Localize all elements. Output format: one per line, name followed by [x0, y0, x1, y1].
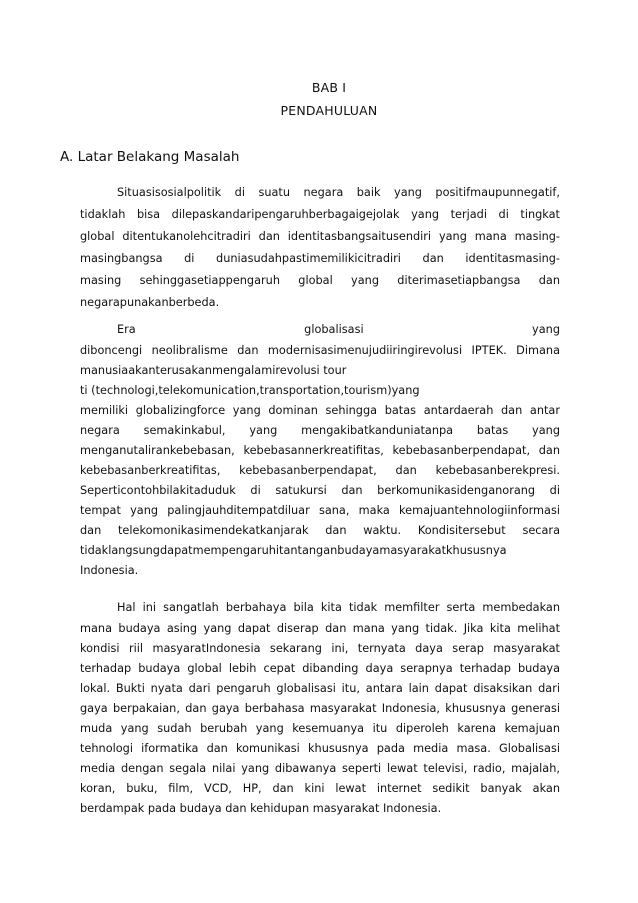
paragraph-line: mana budaya asing yang dapat diserap dan mana yang tidak. Jika kita melihat — [80, 622, 560, 635]
paragraph-line: Hal ini sangatlah berbahaya bila kita tidak memfilter serta membedakan — [117, 601, 560, 614]
chapter-title: PENDAHULUAN — [280, 103, 378, 118]
paragraph-line: Situasisosialpolitik di suatu negara baik yang positifmaupunnegatif, — [117, 186, 560, 199]
paragraph-line: manusiaakanterusakanmengalamirevolusi tour — [80, 364, 347, 377]
paragraph-line: kondisi riil masyaratIndonesia sekarang ini, ternyata daya serap masyarakat — [80, 642, 560, 655]
paragraph-line: muda yang sudah berubah yang kesemuanya itu diperoleh karena kemajuan — [80, 722, 560, 735]
paragraph-line: Seperticontohbilakitaduduk di satukursi dan berkomunikasidenganorang di — [80, 484, 560, 497]
paragraph-line: diboncengi neolibralisme dan modernisasimenujudiiringirevolusi IPTEK. Dimana — [80, 344, 560, 357]
paragraph-line: global ditentukanolehcitradiri dan identitasbangsaitusendiri yang mana masing- — [80, 230, 560, 243]
paragraph-line: tidaklangsungdapatmempengaruhitantanganbudayamasyarakatkhususnya — [80, 544, 507, 557]
paragraph-line: masingbangsa di duniasudahpastimemilikicitradiri dan identitasmasing- — [80, 252, 560, 265]
paragraph-line: kebebasanberkreatifitas, kebebasanberpendapat, dan kebebasanberekpresi. — [80, 464, 560, 477]
paragraph-line: tempat yang palingjauhditempatdiluar sana, maka kemajuantehnologiinformasi — [80, 504, 560, 517]
paragraph-line: berdampak pada budaya dan kehidupan masyarakat Indonesia. — [80, 802, 442, 815]
paragraph-line: terhadap budaya global lebih cepat dibanding daya serapnya terhadap budaya — [80, 662, 560, 675]
paragraph-line: gaya berpakaian, dan gaya berbahasa masyarakat Indonesia, khususnya generasi — [80, 702, 560, 715]
chapter-number: BAB I — [311, 80, 347, 95]
paragraph-line: tehnologi iformatika dan komunikasi khususnya pada media masa. Globalisasi — [80, 742, 560, 755]
paragraph-line: ti (technologi,telekomunication,transportation,tourism)yang — [80, 384, 420, 397]
paragraph-line: memiliki globalizingforce yang dominan sehingga batas antardaerah dan antar — [80, 404, 560, 417]
paragraph-line: koran, buku, film, VCD, HP, dan kini lewat internet sedikit banyak akan — [80, 782, 560, 795]
section-heading: A. Latar Belakang Masalah — [60, 149, 240, 165]
paragraph-line: masing sehinggasetiappengaruh global yang diterimasetiapbangsa dan — [80, 274, 560, 287]
paragraph-line: dan telekomonikasimendekatkanjarak dan waktu. Kondisitersebut secara — [80, 524, 560, 537]
paragraph-line: media dengan segala nilai yang dibawanya seperti lewat televisi, radio, majalah, — [80, 762, 560, 775]
paragraph-line: Era globalisasi yang — [117, 323, 560, 336]
paragraph-line: Indonesia. — [80, 564, 139, 577]
paragraph-line: negara semakinkabul, yang mengakibatkanduniatanpa batas yang — [80, 424, 560, 437]
paragraph-line: negarapunakanberbeda. — [80, 296, 220, 309]
paragraph-line: menganutalirankebebasan, kebebasannerkreatifitas, kebebasanberpendapat, dan — [80, 444, 560, 457]
paragraph-line: lokal. Bukti nyata dari pengaruh globalisasi itu, antara lain dapat disaksikan dari — [80, 682, 560, 695]
paragraph-line: tidaklah bisa dilepaskandaripengaruhberbagaigejolak yang terjadi di tingkat — [80, 208, 560, 221]
